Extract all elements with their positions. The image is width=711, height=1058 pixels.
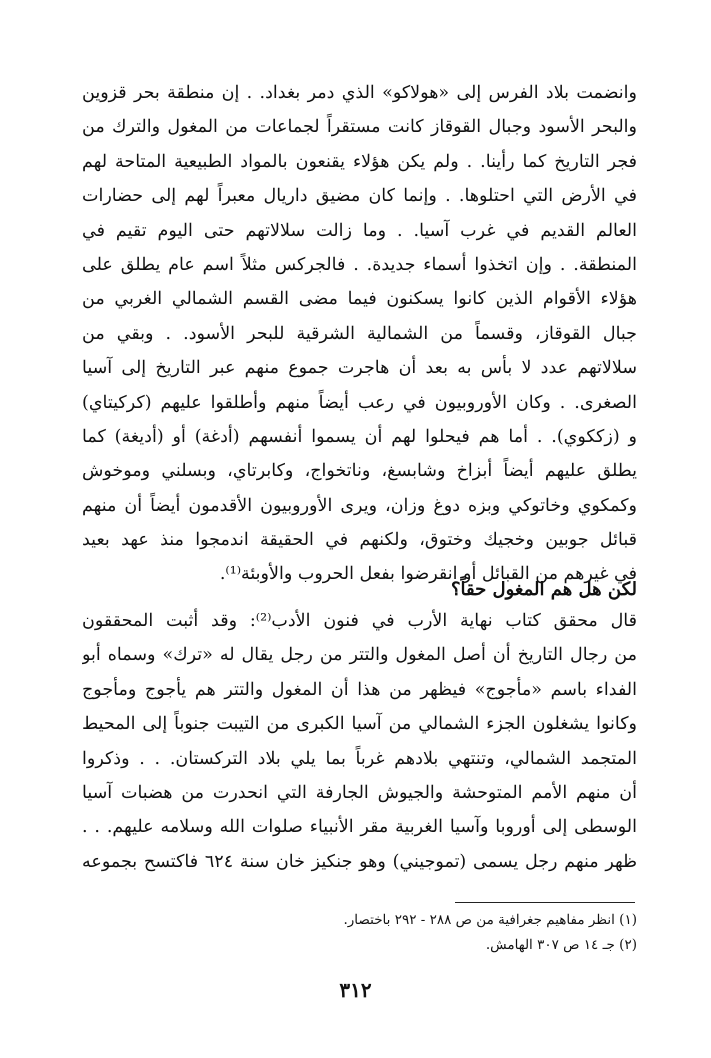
text-line: قبائل جوبين وخجيك وختوق، ولكنهم في الحقيقة اندمجوا منذ عهد بعيد <box>82 530 637 551</box>
text-line: الفداء باسم «مأجوج» فيظهر من هذا أن المغول والتتر هم يأجوج ومأجوج <box>82 679 637 700</box>
text-line: وكمكوي وخاتوكي وبزه دوغ وزان، ويرى الأوروبيون الأقدمون أيضاً أن منهم <box>82 495 637 516</box>
main-paragraph <box>82 76 637 592</box>
text-line: العالم القديم في غرب آسيا. . وما زالت سلالاتهم حتى اليوم تقيم في <box>82 220 637 241</box>
text-line: في الأرض التي احتلوها. . وإنما كان مضيق داريال معبراً لهم إلى حضارات <box>82 186 637 207</box>
text-line: هؤلاء الأقوام الذين كانوا يسكنون فيما مضى القسم الشمالي الغربي من <box>82 289 637 310</box>
text-line: و (زككوي). . أما هم فيحلوا لهم أن يسموا أنفسهم (أدغة) أو (أديغة) كما <box>82 426 637 447</box>
section-heading: لكن هل هم المغول حقاً؟ <box>450 579 637 600</box>
footnotes <box>82 908 637 958</box>
text-line: سلالاتهم عدد لا بأس به بعد أن هاجرت جموع منهم عبر التاريخ إلى آسيا <box>82 358 637 379</box>
text-line: يطلق عليهم أيضاً أبزاخ وشابسغ، وناتخواج، وكابرتاي، وبسلني وموخوش <box>82 461 637 482</box>
text-line: أن منهم الأمم المتوحشة والجيوش الجارفة التي انحدرت من هضبات آسيا <box>82 782 637 803</box>
text-line: من رجال التاريخ أن أصل المغول والتتر من رجل يقال له «ترك» وسماه أبو <box>82 645 637 666</box>
text-line: والبحر الأسود وجبال القوقاز كانت مستقراً لجماعات من المغول والترك من <box>82 117 637 138</box>
text-line: الصغرى. . وكان الأوروبيون في رعب أيضاً منهم وأطلقوا عليهم (كركيتاي) <box>82 392 637 413</box>
text-line: ظهر منهم رجل يسمى (تموجيني) وهو جنكيز خان سنة ٦٢٤ فاكتسح بجموعه <box>82 851 637 872</box>
footnote-divider <box>455 902 635 903</box>
text-line: جبال القوقاز، وقسماً من الشمالية الشرقية للبحر الأسود. . وبقي من <box>82 323 637 344</box>
text-line: وانضمت بلاد الفرس إلى «هولاكو» الذي دمر بغداد. . إن منطقة بحر قزوين <box>82 83 637 103</box>
text-line: قال محقق كتاب نهاية الأرب في فنون الأدب⁽²⁾: وقد أثبت المحققون <box>82 611 637 631</box>
text-line: وكانوا يشغلون الجزء الشمالي من آسيا الكبرى من التيبت جنوباً إلى المحيط <box>82 714 637 735</box>
text-line: الوسطى إلى أوروبا وآسيا الغربية مقر الأنبياء صلوات الله وسلامه عليهم. . . <box>82 817 637 838</box>
footnote-2: (٢) جـ ١٤ ص ٣٠٧ الهامش. <box>485 937 637 953</box>
text-line: المنطقة. . وإن اتخذوا أسماء جديدة. . فالجركس مثلاً اسم عام يطلق على <box>82 254 637 275</box>
page-number: ٣١٢ <box>339 978 372 1002</box>
text-line: المتجمد الشمالي، وتنتهي بلادهم غرباً بما يلي بلاد التركستان. . . وذكروا <box>82 748 637 769</box>
footnote-1: (١) انظر مفاهيم جغرافية من ص ٢٨٨ - ٢٩٢ باختصار. <box>343 912 637 928</box>
text-line: فجر التاريخ كما رأينا. . ولم يكن هؤلاء يقنعون بالمواد الطبيعية المتاحة لهم <box>82 151 637 172</box>
second-paragraph <box>82 604 637 879</box>
text-line: في غيرهم من القبائل أو انقرضوا بفعل الحروب والأوبئة⁽¹⁾. <box>219 564 637 585</box>
